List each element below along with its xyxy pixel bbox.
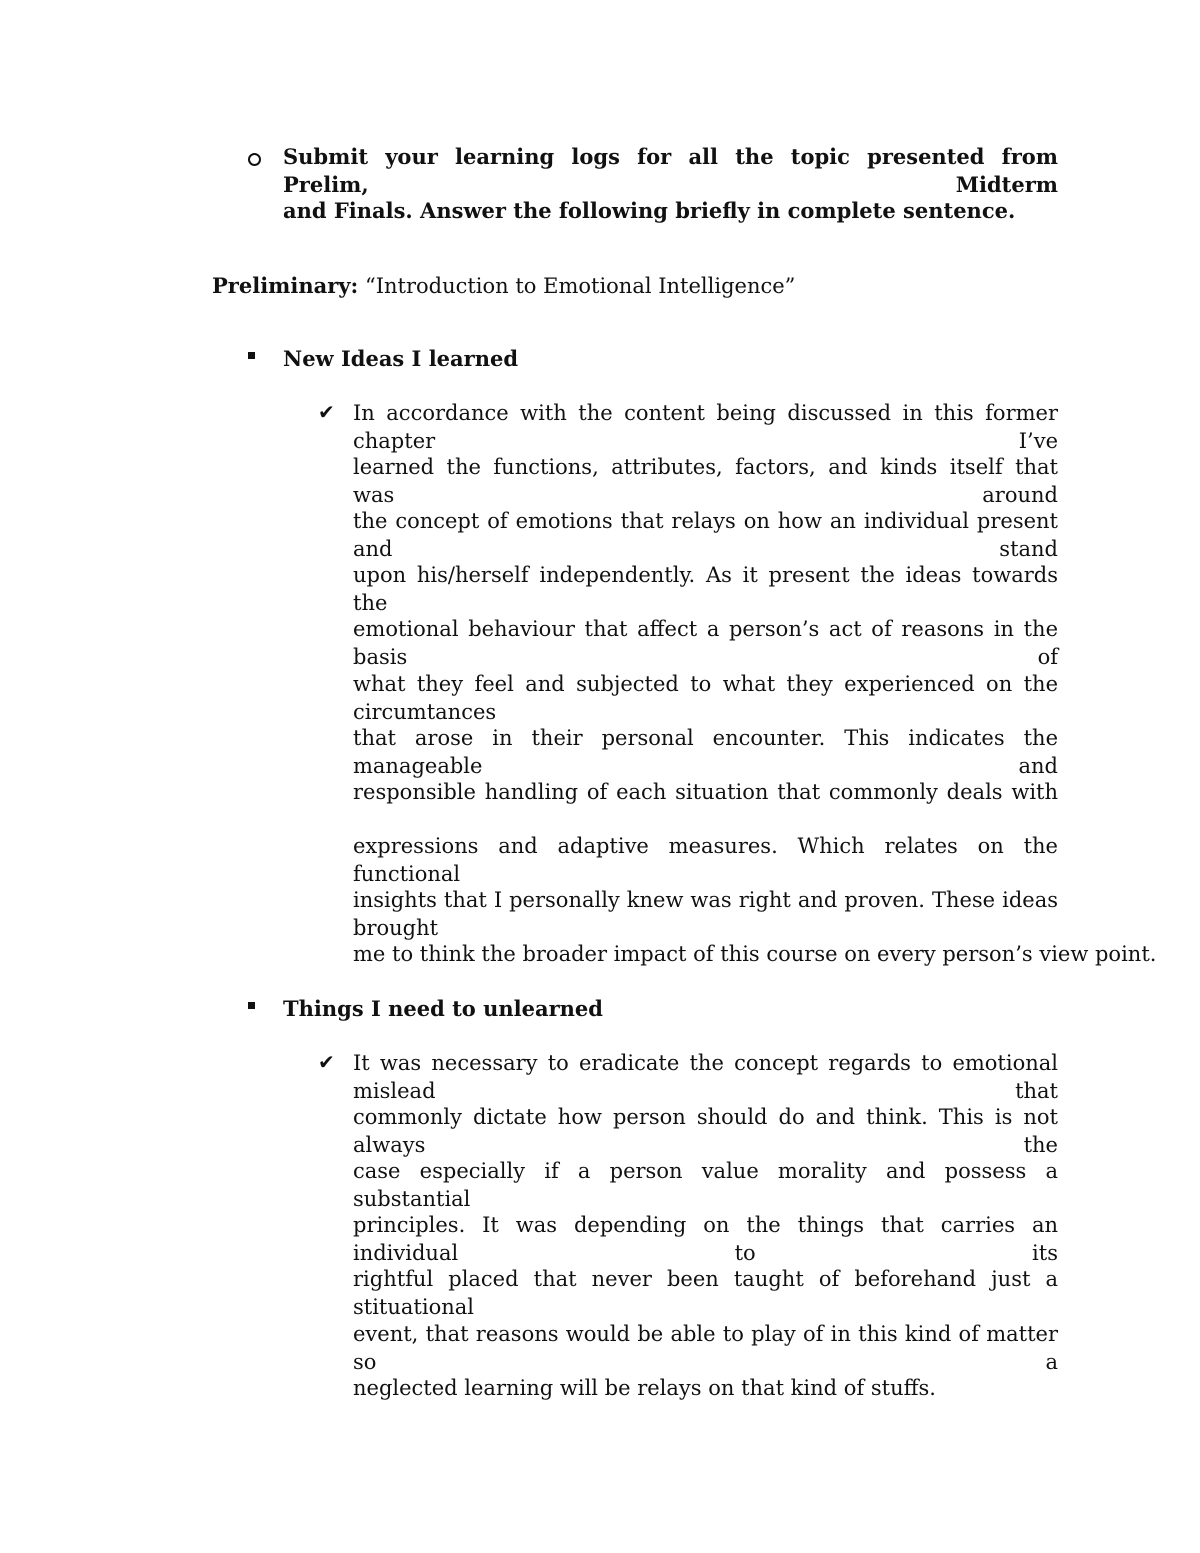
- body-line: principles. It was depending on the things that carries an individual to its: [353, 1213, 1058, 1265]
- check-mark-icon: ✔: [318, 1050, 335, 1074]
- body-line: expressions and adaptive measures. Which relates on the functional: [353, 834, 1058, 886]
- body-line: case especially if a person value morality and possess a substantial: [353, 1159, 1058, 1211]
- body-line: the concept of emotions that relays on how an individual present and stand: [353, 509, 1058, 561]
- body-line: emotional behaviour that affect a person’s act of reasons in the basis of: [353, 617, 1058, 669]
- body-line: what they feel and subjected to what they experienced on the circumtances: [353, 672, 1058, 724]
- body-line: In accordance with the content being discussed in this former chapter I’ve: [353, 401, 1058, 453]
- instruction-line-2: and Finals. Answer the following briefly in complete sentence.: [283, 198, 1016, 223]
- body-line: upon his/herself independently. As it present the ideas towards the: [353, 563, 1058, 615]
- instruction-line-1: Submit your learning logs for all the topic presented from Prelim, Midterm: [283, 144, 1058, 197]
- section-heading-unlearned: Things I need to unlearned: [283, 996, 603, 1021]
- body-line: that arose in their personal encounter. This indicates the manageable and: [353, 726, 1058, 778]
- body-line: learned the functions, attributes, factors, and kinds itself that was around: [353, 455, 1058, 507]
- body-line: rightful placed that never been taught of beforehand just a stituational: [353, 1267, 1058, 1319]
- body-line: neglected learning will be relays on that kind of stuffs.: [353, 1376, 936, 1400]
- body-line: me to think the broader impact of this course on every person’s view point.: [353, 942, 1157, 966]
- body-line: responsible handling of each situation that commonly deals with: [353, 780, 1058, 804]
- check-mark-icon: ✔: [318, 400, 335, 424]
- preliminary-topic: “Introduction to Emotional Intelligence”: [364, 274, 796, 298]
- square-bullet-icon: [248, 1002, 255, 1009]
- square-bullet-icon: [248, 352, 255, 359]
- circle-bullet-icon: [248, 153, 261, 166]
- body-line: insights that I personally knew was right and proven. These ideas brought: [353, 888, 1058, 940]
- body-line: event, that reasons would be able to play of in this kind of matter so a: [353, 1322, 1058, 1374]
- preliminary-heading: [212, 272, 795, 300]
- preliminary-label: Preliminary:: [212, 273, 359, 298]
- body-line: It was necessary to eradicate the concept regards to emotional mislead that: [353, 1051, 1058, 1103]
- section-heading-new-ideas: New Ideas I learned: [283, 346, 519, 371]
- body-line: commonly dictate how person should do and think. This is not always the: [353, 1105, 1058, 1157]
